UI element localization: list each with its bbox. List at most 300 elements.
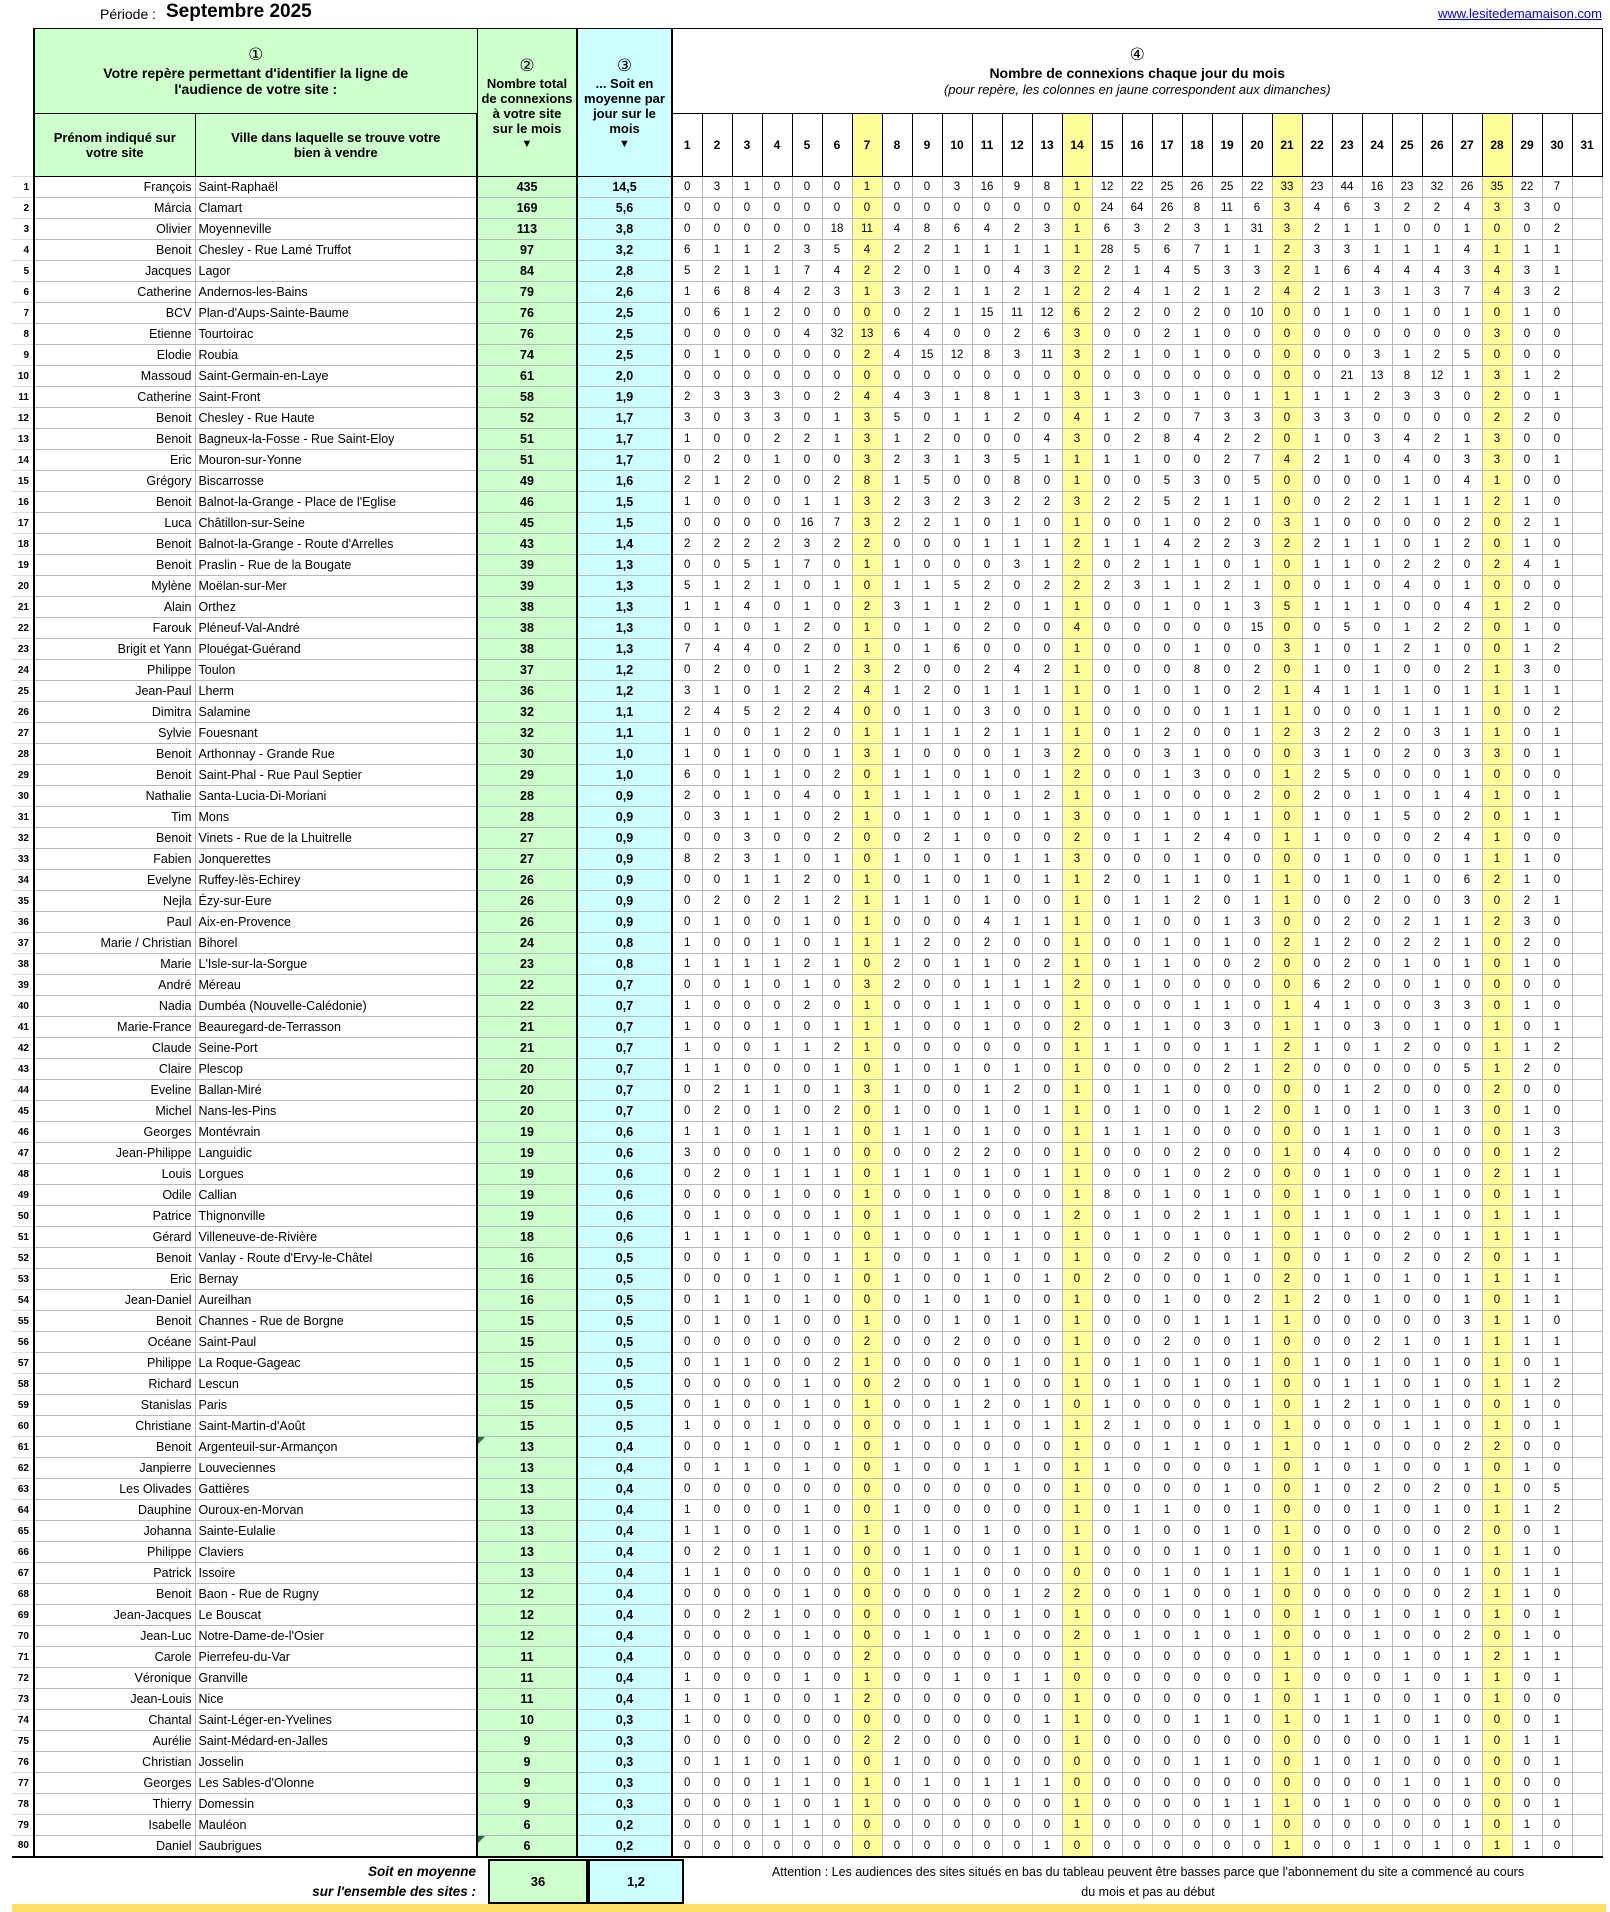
- day-cell-27[interactable]: 0: [1452, 1395, 1482, 1416]
- daily-average-cell[interactable]: 0,4: [577, 1437, 672, 1458]
- day-cell-23[interactable]: 0: [1332, 429, 1362, 450]
- day-cell-10[interactable]: 1: [942, 1206, 972, 1227]
- day-cell-18[interactable]: 2: [1182, 492, 1212, 513]
- day-cell-7[interactable]: 1: [852, 1773, 882, 1794]
- day-cell-27[interactable]: 1: [1452, 1332, 1482, 1353]
- day-cell-8[interactable]: 0: [882, 1248, 912, 1269]
- name-cell[interactable]: Odile: [34, 1185, 195, 1206]
- day-cell-31[interactable]: [1572, 1689, 1602, 1710]
- city-cell[interactable]: Claviers: [195, 1542, 477, 1563]
- day-cell-3[interactable]: 1: [732, 954, 762, 975]
- city-cell[interactable]: Andernos-les-Bains: [195, 282, 477, 303]
- day-cell-13[interactable]: 1: [1032, 1164, 1062, 1185]
- day-cell-8[interactable]: 0: [882, 1689, 912, 1710]
- day-cell-10[interactable]: 1: [942, 1416, 972, 1437]
- day-cell-26[interactable]: 1: [1422, 1731, 1452, 1752]
- day-cell-17[interactable]: 0: [1152, 1710, 1182, 1731]
- day-cell-17[interactable]: 0: [1152, 975, 1182, 996]
- day-cell-22[interactable]: 1: [1302, 933, 1332, 954]
- day-cell-10[interactable]: 0: [942, 1752, 972, 1773]
- day-cell-10[interactable]: 0: [942, 1479, 972, 1500]
- day-cell-10[interactable]: 1: [942, 282, 972, 303]
- day-cell-23[interactable]: 0: [1332, 1815, 1362, 1836]
- daily-average-cell[interactable]: 0,9: [577, 786, 672, 807]
- day-cell-6[interactable]: 0: [822, 1311, 852, 1332]
- day-cell-2[interactable]: 0: [702, 1815, 732, 1836]
- total-connections-cell[interactable]: 32: [477, 702, 577, 723]
- daily-average-cell[interactable]: 0,7: [577, 1038, 672, 1059]
- city-cell[interactable]: Issoire: [195, 1563, 477, 1584]
- day-cell-18[interactable]: 0: [1182, 702, 1212, 723]
- day-cell-12[interactable]: 0: [1002, 1416, 1032, 1437]
- day-cell-18[interactable]: 0: [1182, 1689, 1212, 1710]
- day-cell-21[interactable]: 0: [1272, 1815, 1302, 1836]
- day-cell-6[interactable]: 1: [822, 576, 852, 597]
- day-cell-3[interactable]: 0: [732, 1038, 762, 1059]
- day-cell-31[interactable]: [1572, 891, 1602, 912]
- day-cell-30[interactable]: 1: [1542, 1185, 1572, 1206]
- day-cell-2[interactable]: 0: [702, 1689, 732, 1710]
- day-cell-30[interactable]: 0: [1542, 933, 1572, 954]
- day-cell-3[interactable]: 1: [732, 765, 762, 786]
- day-cell-20[interactable]: 2: [1242, 954, 1272, 975]
- day-cell-31[interactable]: [1572, 576, 1602, 597]
- day-cell-8[interactable]: 1: [882, 1164, 912, 1185]
- day-cell-20[interactable]: 0: [1242, 1164, 1272, 1185]
- day-cell-7[interactable]: 1: [852, 555, 882, 576]
- day-cell-25[interactable]: 0: [1392, 891, 1422, 912]
- day-cell-22[interactable]: 0: [1302, 1374, 1332, 1395]
- day-cell-11[interactable]: 0: [972, 786, 1002, 807]
- day-cell-15[interactable]: 0: [1092, 1143, 1122, 1164]
- day-column-header-20[interactable]: 20: [1242, 114, 1272, 177]
- day-cell-4[interactable]: 1: [762, 870, 792, 891]
- day-cell-6[interactable]: 2: [822, 828, 852, 849]
- day-cell-9[interactable]: 2: [912, 429, 942, 450]
- day-cell-30[interactable]: 1: [1542, 450, 1572, 471]
- daily-average-cell[interactable]: 0,8: [577, 933, 672, 954]
- day-cell-2[interactable]: 0: [702, 996, 732, 1017]
- day-cell-31[interactable]: [1572, 345, 1602, 366]
- day-cell-25[interactable]: 0: [1392, 1122, 1422, 1143]
- day-cell-8[interactable]: 0: [882, 807, 912, 828]
- name-cell[interactable]: Claude: [34, 1038, 195, 1059]
- day-cell-13[interactable]: 0: [1032, 1458, 1062, 1479]
- day-cell-6[interactable]: 1: [822, 1248, 852, 1269]
- day-cell-29[interactable]: 1: [1512, 1269, 1542, 1290]
- day-cell-13[interactable]: 2: [1032, 660, 1062, 681]
- total-connections-cell[interactable]: 6: [477, 1836, 577, 1857]
- day-cell-12[interactable]: 0: [1002, 1164, 1032, 1185]
- day-cell-8[interactable]: 0: [882, 1143, 912, 1164]
- day-cell-19[interactable]: 0: [1212, 1080, 1242, 1101]
- day-cell-19[interactable]: 0: [1212, 849, 1242, 870]
- day-cell-31[interactable]: [1572, 1248, 1602, 1269]
- day-cell-1[interactable]: 0: [672, 1773, 702, 1794]
- total-connections-cell[interactable]: 15: [477, 1374, 577, 1395]
- day-cell-27[interactable]: 2: [1452, 1584, 1482, 1605]
- day-cell-12[interactable]: 1: [1002, 1227, 1032, 1248]
- city-cell[interactable]: Sainte-Eulalie: [195, 1521, 477, 1542]
- day-cell-21[interactable]: 0: [1272, 1731, 1302, 1752]
- day-cell-20[interactable]: 3: [1242, 534, 1272, 555]
- city-cell[interactable]: Domessin: [195, 1794, 477, 1815]
- daily-average-cell[interactable]: 0,6: [577, 1143, 672, 1164]
- day-cell-7[interactable]: 2: [852, 345, 882, 366]
- day-cell-29[interactable]: 0: [1512, 723, 1542, 744]
- day-cell-16[interactable]: 1: [1122, 1353, 1152, 1374]
- day-cell-22[interactable]: 0: [1302, 1521, 1332, 1542]
- day-cell-6[interactable]: 0: [822, 1668, 852, 1689]
- daily-average-cell[interactable]: 0,6: [577, 1227, 672, 1248]
- day-cell-23[interactable]: 0: [1332, 1101, 1362, 1122]
- day-cell-18[interactable]: 2: [1182, 891, 1212, 912]
- day-cell-26[interactable]: 1: [1422, 1101, 1452, 1122]
- name-cell[interactable]: Marie / Christian: [34, 933, 195, 954]
- day-cell-1[interactable]: 0: [672, 1836, 702, 1857]
- day-cell-20[interactable]: 1: [1242, 1248, 1272, 1269]
- day-cell-23[interactable]: 1: [1332, 849, 1362, 870]
- day-cell-2[interactable]: 0: [702, 198, 732, 219]
- day-cell-29[interactable]: 1: [1512, 1206, 1542, 1227]
- day-cell-22[interactable]: 1: [1302, 1017, 1332, 1038]
- day-cell-5[interactable]: 0: [792, 1332, 822, 1353]
- day-cell-31[interactable]: [1572, 807, 1602, 828]
- day-cell-8[interactable]: 1: [882, 1080, 912, 1101]
- day-cell-1[interactable]: 1: [672, 1689, 702, 1710]
- day-cell-8[interactable]: 2: [882, 261, 912, 282]
- day-cell-29[interactable]: 0: [1512, 1773, 1542, 1794]
- day-cell-29[interactable]: 0: [1512, 345, 1542, 366]
- total-connections-cell[interactable]: 13: [477, 1563, 577, 1584]
- day-cell-28[interactable]: 0: [1482, 618, 1512, 639]
- day-cell-6[interactable]: 1: [822, 1269, 852, 1290]
- day-cell-2[interactable]: 0: [702, 1626, 732, 1647]
- day-cell-10[interactable]: 2: [942, 492, 972, 513]
- day-cell-20[interactable]: 2: [1242, 786, 1272, 807]
- day-cell-24[interactable]: 0: [1362, 1059, 1392, 1080]
- day-cell-31[interactable]: [1572, 1500, 1602, 1521]
- day-cell-3[interactable]: 2: [732, 471, 762, 492]
- day-cell-10[interactable]: 0: [942, 1038, 972, 1059]
- day-column-header-13[interactable]: 13: [1032, 114, 1062, 177]
- day-cell-2[interactable]: 0: [702, 744, 732, 765]
- day-cell-10[interactable]: 0: [942, 1227, 972, 1248]
- day-cell-7[interactable]: 8: [852, 471, 882, 492]
- day-cell-13[interactable]: 8: [1032, 177, 1062, 198]
- day-cell-2[interactable]: 0: [702, 1416, 732, 1437]
- name-cell[interactable]: Massoud: [34, 366, 195, 387]
- day-cell-22[interactable]: 1: [1302, 1689, 1332, 1710]
- daily-average-cell[interactable]: 0,7: [577, 1080, 672, 1101]
- day-cell-24[interactable]: 3: [1362, 345, 1392, 366]
- day-cell-4[interactable]: 1: [762, 1815, 792, 1836]
- day-cell-30[interactable]: 2: [1542, 702, 1572, 723]
- total-connections-cell[interactable]: 11: [477, 1689, 577, 1710]
- total-connections-cell[interactable]: 37: [477, 660, 577, 681]
- day-cell-2[interactable]: 0: [702, 1794, 732, 1815]
- day-cell-29[interactable]: 1: [1512, 1101, 1542, 1122]
- day-cell-22[interactable]: 0: [1302, 492, 1332, 513]
- day-cell-3[interactable]: 0: [732, 366, 762, 387]
- day-cell-31[interactable]: [1572, 1605, 1602, 1626]
- day-cell-13[interactable]: 0: [1032, 1311, 1062, 1332]
- day-cell-5[interactable]: 0: [792, 1206, 822, 1227]
- day-cell-9[interactable]: 0: [912, 1395, 942, 1416]
- day-cell-25[interactable]: 1: [1392, 1416, 1422, 1437]
- day-cell-7[interactable]: 0: [852, 303, 882, 324]
- day-cell-11[interactable]: 1: [972, 282, 1002, 303]
- day-cell-19[interactable]: 25: [1212, 177, 1242, 198]
- total-connections-cell[interactable]: 32: [477, 723, 577, 744]
- day-cell-18[interactable]: 1: [1182, 1311, 1212, 1332]
- day-cell-4[interactable]: 0: [762, 660, 792, 681]
- day-cell-31[interactable]: [1572, 555, 1602, 576]
- day-cell-29[interactable]: 1: [1512, 1311, 1542, 1332]
- day-cell-2[interactable]: 1: [702, 1521, 732, 1542]
- day-cell-30[interactable]: 0: [1542, 828, 1572, 849]
- day-cell-15[interactable]: 0: [1092, 618, 1122, 639]
- day-cell-20[interactable]: 1: [1242, 1332, 1272, 1353]
- day-cell-20[interactable]: 1: [1242, 1794, 1272, 1815]
- name-cell[interactable]: Philippe: [34, 660, 195, 681]
- total-connections-cell[interactable]: 27: [477, 828, 577, 849]
- day-cell-29[interactable]: 1: [1512, 1122, 1542, 1143]
- day-cell-10[interactable]: 1: [942, 1668, 972, 1689]
- daily-average-cell[interactable]: 1,3: [577, 576, 672, 597]
- day-cell-13[interactable]: 1: [1032, 1416, 1062, 1437]
- day-cell-31[interactable]: [1572, 1521, 1602, 1542]
- day-cell-21[interactable]: 0: [1272, 1248, 1302, 1269]
- day-cell-20[interactable]: 5: [1242, 471, 1272, 492]
- day-cell-24[interactable]: 1: [1362, 1122, 1392, 1143]
- day-cell-14[interactable]: 1: [1062, 1416, 1092, 1437]
- day-cell-21[interactable]: 0: [1272, 1206, 1302, 1227]
- day-cell-28[interactable]: 2: [1482, 1164, 1512, 1185]
- daily-average-cell[interactable]: 0,5: [577, 1248, 672, 1269]
- day-cell-30[interactable]: 0: [1542, 324, 1572, 345]
- day-cell-2[interactable]: 1: [702, 240, 732, 261]
- city-cell[interactable]: Lorgues: [195, 1164, 477, 1185]
- day-cell-1[interactable]: 0: [672, 891, 702, 912]
- name-cell[interactable]: Tim: [34, 807, 195, 828]
- day-cell-28[interactable]: 0: [1482, 996, 1512, 1017]
- day-cell-21[interactable]: 1: [1272, 1416, 1302, 1437]
- day-cell-7[interactable]: 3: [852, 492, 882, 513]
- day-cell-29[interactable]: 3: [1512, 660, 1542, 681]
- day-cell-27[interactable]: 0: [1452, 1206, 1482, 1227]
- day-cell-2[interactable]: 0: [702, 1248, 732, 1269]
- day-cell-21[interactable]: 0: [1272, 1752, 1302, 1773]
- day-cell-3[interactable]: 1: [732, 870, 762, 891]
- day-cell-7[interactable]: 1: [852, 1017, 882, 1038]
- day-cell-14[interactable]: 3: [1062, 345, 1092, 366]
- day-cell-21[interactable]: 0: [1272, 1479, 1302, 1500]
- day-cell-17[interactable]: 1: [1152, 597, 1182, 618]
- day-cell-29[interactable]: 0: [1512, 1605, 1542, 1626]
- city-cell[interactable]: Callian: [195, 1185, 477, 1206]
- city-cell[interactable]: Montévrain: [195, 1122, 477, 1143]
- day-cell-9[interactable]: 2: [912, 240, 942, 261]
- day-cell-2[interactable]: 0: [702, 975, 732, 996]
- day-cell-18[interactable]: 0: [1182, 1563, 1212, 1584]
- day-cell-25[interactable]: 23: [1392, 177, 1422, 198]
- day-cell-2[interactable]: 0: [702, 870, 732, 891]
- day-cell-1[interactable]: 0: [672, 1647, 702, 1668]
- day-cell-31[interactable]: [1572, 1710, 1602, 1731]
- total-connections-cell[interactable]: 49: [477, 471, 577, 492]
- day-cell-2[interactable]: 0: [702, 1185, 732, 1206]
- day-cell-16[interactable]: 0: [1122, 996, 1152, 1017]
- day-cell-23[interactable]: 0: [1332, 1626, 1362, 1647]
- day-cell-10[interactable]: 0: [942, 1437, 972, 1458]
- day-cell-21[interactable]: 1: [1272, 765, 1302, 786]
- day-column-header-27[interactable]: 27: [1452, 114, 1482, 177]
- day-cell-26[interactable]: 0: [1422, 1059, 1452, 1080]
- total-connections-cell[interactable]: 39: [477, 555, 577, 576]
- day-cell-11[interactable]: 4: [972, 219, 1002, 240]
- day-cell-26[interactable]: 0: [1422, 891, 1452, 912]
- day-cell-25[interactable]: 4: [1392, 450, 1422, 471]
- day-cell-16[interactable]: 1: [1122, 1038, 1152, 1059]
- day-cell-14[interactable]: 2: [1062, 765, 1092, 786]
- day-cell-4[interactable]: 0: [762, 786, 792, 807]
- day-cell-17[interactable]: 1: [1152, 1584, 1182, 1605]
- day-cell-17[interactable]: 0: [1152, 450, 1182, 471]
- day-cell-22[interactable]: 3: [1302, 744, 1332, 765]
- day-cell-26[interactable]: 1: [1422, 1542, 1452, 1563]
- day-cell-20[interactable]: 6: [1242, 198, 1272, 219]
- day-cell-26[interactable]: 3: [1422, 387, 1452, 408]
- day-cell-13[interactable]: 0: [1032, 1374, 1062, 1395]
- name-cell[interactable]: Thierry: [34, 1794, 195, 1815]
- day-cell-20[interactable]: 1: [1242, 1311, 1272, 1332]
- day-cell-11[interactable]: 8: [972, 387, 1002, 408]
- day-cell-22[interactable]: 4: [1302, 681, 1332, 702]
- day-cell-23[interactable]: 0: [1332, 324, 1362, 345]
- day-cell-17[interactable]: 2: [1152, 324, 1182, 345]
- day-cell-13[interactable]: 1: [1032, 534, 1062, 555]
- day-cell-29[interactable]: 0: [1512, 1710, 1542, 1731]
- day-cell-8[interactable]: 3: [882, 597, 912, 618]
- day-cell-4[interactable]: 0: [762, 345, 792, 366]
- day-cell-4[interactable]: 2: [762, 891, 792, 912]
- day-cell-3[interactable]: 1: [732, 1080, 762, 1101]
- day-cell-9[interactable]: 1: [912, 1626, 942, 1647]
- day-cell-9[interactable]: 0: [912, 1731, 942, 1752]
- day-cell-31[interactable]: [1572, 933, 1602, 954]
- day-cell-10[interactable]: 0: [942, 933, 972, 954]
- day-cell-19[interactable]: 0: [1212, 1836, 1242, 1857]
- day-cell-20[interactable]: 0: [1242, 1710, 1272, 1731]
- day-cell-4[interactable]: 1: [762, 765, 792, 786]
- day-cell-5[interactable]: 0: [792, 807, 822, 828]
- day-cell-27[interactable]: 0: [1452, 1794, 1482, 1815]
- name-cell[interactable]: Olivier: [34, 219, 195, 240]
- day-cell-7[interactable]: 3: [852, 744, 882, 765]
- day-cell-13[interactable]: 2: [1032, 492, 1062, 513]
- day-cell-20[interactable]: 1: [1242, 387, 1272, 408]
- day-cell-8[interactable]: 1: [882, 429, 912, 450]
- name-cell[interactable]: Benoit: [34, 1437, 195, 1458]
- day-cell-30[interactable]: 0: [1542, 471, 1572, 492]
- day-cell-23[interactable]: 3: [1332, 240, 1362, 261]
- day-cell-27[interactable]: 0: [1452, 1689, 1482, 1710]
- day-cell-28[interactable]: 1: [1482, 1542, 1512, 1563]
- day-cell-6[interactable]: 0: [822, 1584, 852, 1605]
- day-cell-7[interactable]: 1: [852, 807, 882, 828]
- day-cell-12[interactable]: 0: [1002, 1794, 1032, 1815]
- day-cell-20[interactable]: 0: [1242, 1185, 1272, 1206]
- day-cell-15[interactable]: 2: [1092, 870, 1122, 891]
- day-cell-17[interactable]: 0: [1152, 387, 1182, 408]
- day-cell-22[interactable]: 0: [1302, 1164, 1332, 1185]
- day-cell-2[interactable]: 0: [702, 1269, 732, 1290]
- day-cell-23[interactable]: 0: [1332, 1416, 1362, 1437]
- day-cell-24[interactable]: 1: [1362, 1752, 1392, 1773]
- daily-average-cell[interactable]: 0,7: [577, 1017, 672, 1038]
- daily-average-cell[interactable]: 0,7: [577, 1101, 672, 1122]
- day-cell-20[interactable]: 10: [1242, 303, 1272, 324]
- day-cell-24[interactable]: 0: [1362, 870, 1392, 891]
- day-cell-26[interactable]: 1: [1422, 1710, 1452, 1731]
- day-cell-2[interactable]: 4: [702, 639, 732, 660]
- day-cell-23[interactable]: 1: [1332, 681, 1362, 702]
- day-cell-20[interactable]: 0: [1242, 1773, 1272, 1794]
- day-cell-19[interactable]: 1: [1212, 1752, 1242, 1773]
- day-cell-18[interactable]: 0: [1182, 1101, 1212, 1122]
- day-cell-31[interactable]: [1572, 639, 1602, 660]
- day-cell-12[interactable]: 0: [1002, 366, 1032, 387]
- day-cell-11[interactable]: 3: [972, 450, 1002, 471]
- day-column-header-2[interactable]: 2: [702, 114, 732, 177]
- day-cell-31[interactable]: [1572, 1731, 1602, 1752]
- day-cell-5[interactable]: 1: [792, 1290, 822, 1311]
- day-cell-4[interactable]: 0: [762, 639, 792, 660]
- day-cell-25[interactable]: 2: [1392, 744, 1422, 765]
- daily-average-cell[interactable]: 0,9: [577, 849, 672, 870]
- city-cell[interactable]: Saint-Paul: [195, 1332, 477, 1353]
- day-cell-2[interactable]: 0: [702, 786, 732, 807]
- name-cell[interactable]: Michel: [34, 1101, 195, 1122]
- day-cell-12[interactable]: 0: [1002, 618, 1032, 639]
- day-cell-19[interactable]: 0: [1212, 1332, 1242, 1353]
- total-connections-cell[interactable]: 38: [477, 639, 577, 660]
- daily-average-cell[interactable]: 2,5: [577, 345, 672, 366]
- day-cell-3[interactable]: 1: [732, 261, 762, 282]
- day-cell-17[interactable]: 1: [1152, 576, 1182, 597]
- day-cell-11[interactable]: 0: [972, 1332, 1002, 1353]
- total-connections-cell[interactable]: 26: [477, 870, 577, 891]
- day-cell-3[interactable]: 0: [732, 1374, 762, 1395]
- day-cell-14[interactable]: 1: [1062, 1122, 1092, 1143]
- day-cell-12[interactable]: 1: [1002, 1248, 1032, 1269]
- day-cell-14[interactable]: 4: [1062, 618, 1092, 639]
- day-cell-23[interactable]: 0: [1332, 1731, 1362, 1752]
- day-cell-7[interactable]: 0: [852, 1605, 882, 1626]
- day-cell-26[interactable]: 0: [1422, 744, 1452, 765]
- day-cell-30[interactable]: 1: [1542, 1017, 1572, 1038]
- day-cell-13[interactable]: 0: [1032, 198, 1062, 219]
- day-cell-14[interactable]: 3: [1062, 807, 1092, 828]
- city-cell[interactable]: Moyenneville: [195, 219, 477, 240]
- day-cell-17[interactable]: 1: [1152, 1290, 1182, 1311]
- day-cell-8[interactable]: 5: [882, 408, 912, 429]
- daily-average-cell[interactable]: 1,2: [577, 681, 672, 702]
- day-cell-26[interactable]: 12: [1422, 366, 1452, 387]
- day-cell-15[interactable]: 0: [1092, 1479, 1122, 1500]
- day-cell-29[interactable]: 1: [1512, 1185, 1542, 1206]
